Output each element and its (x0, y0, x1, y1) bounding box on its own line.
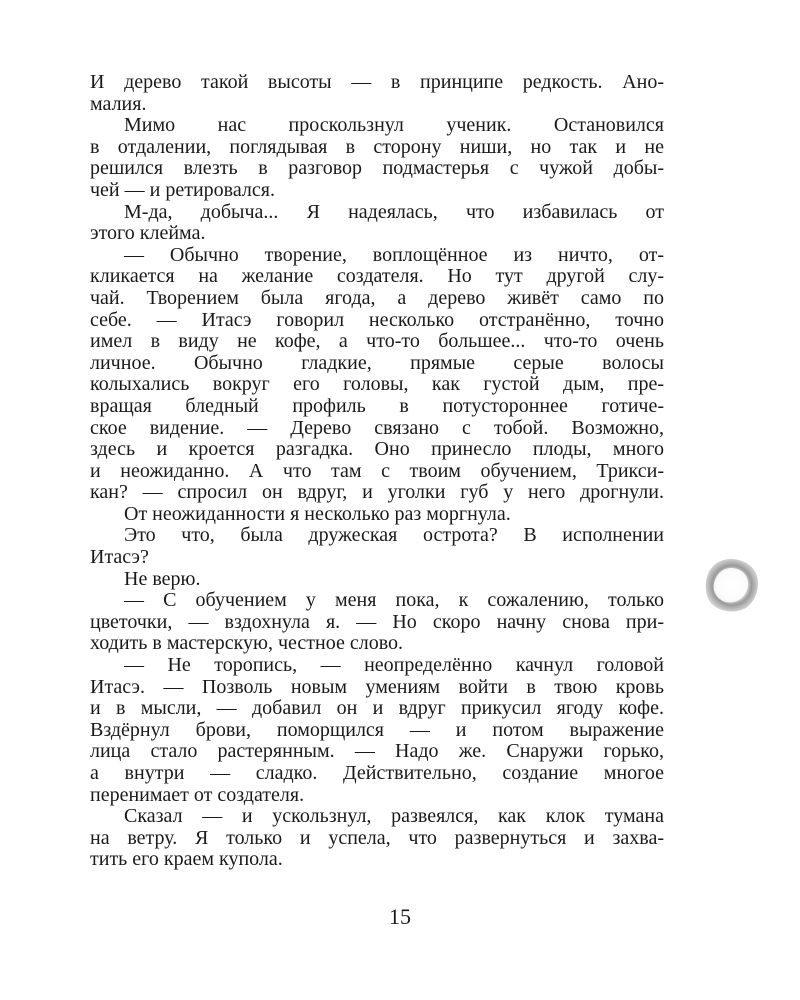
text-line: малия. (90, 93, 147, 115)
text-line: в отдалении, поглядывая в сторону ниши, но так и не (90, 136, 664, 158)
text-line: колыхались вокруг его головы, как густой дым, пре- (90, 374, 664, 396)
text-line: Не верю. (124, 568, 201, 590)
text-line: — Не торопись, — неопределённо качнул головой (124, 655, 664, 677)
text-line: Вздёрнул брови, поморщился — и потом выражение (90, 719, 664, 741)
text-line: здесь и кроется разгадка. Оно принесло плоды, много (90, 439, 664, 461)
text-line: кан? — спросил он вдруг, и уголки губ у него дрогнули. (90, 482, 664, 504)
text-line: чай. Творением была ягода, а дерево живёт само по (90, 287, 664, 309)
text-line: лица стало растерянным. — Надо же. Снаружи горько, (90, 741, 664, 763)
text-line: Сказал — и ускользнул, развеялся, как клок тумана (124, 806, 664, 828)
text-line: Итасэ. — Позволь новым умениям войти в твою кровь (90, 676, 664, 698)
text-line: цветочки, — вздохнула я. — Но скоро начну снова при- (90, 611, 664, 633)
text-line: и в мысли, — добавил он и вдруг прикусил ягоду кофе. (90, 698, 664, 720)
text-line: ское видение. — Дерево связано с тобой. Возможно, (90, 417, 664, 439)
text-line: а внутри — сладко. Действительно, создание многое (90, 763, 664, 784)
text-line: — Обычно творение, воплощённое из ничто, от- (124, 244, 664, 266)
text-line: имел в виду не кофе, а что-то большее... что-то очень (90, 331, 664, 353)
text-line: тить его краем купола. (90, 849, 283, 871)
text-line: на ветру. Я только и успела, что развернуться и захва- (90, 827, 664, 849)
text-line: чей — и ретировался. (90, 179, 275, 201)
text-line: решился влезть в разговор подмастерья с чужой добы- (90, 158, 664, 180)
text-line: Это что, была дружеская острота? В исполнении (124, 525, 664, 547)
text-line: Итасэ? (90, 547, 149, 569)
page-body (90, 72, 664, 871)
text-line: личное. Обычно гладкие, прямые серые волосы (90, 352, 664, 374)
text-line: кликается на желание создателя. Но тут другой слу- (90, 266, 664, 288)
text-line: От неожиданности я несколько раз моргнула. (124, 503, 511, 525)
text-line: себе. — Итасэ говорил несколько отстранённо, точно (90, 309, 664, 331)
page-number: 15 (389, 904, 411, 929)
ink-stain-mark (702, 556, 760, 614)
text-line: — С обучением у меня пока, к сожалению, только (124, 590, 664, 612)
text-line: М-да, добыча... Я надеялась, что избавилась от (124, 201, 664, 223)
text-line: и неожиданно. А что там с твоим обучением, Трикси- (90, 460, 664, 482)
text-line: И дерево такой высоты — в принципе редкость. Ано- (90, 72, 664, 93)
text-line: вращая бледный профиль в потустороннее готиче- (90, 395, 664, 417)
text-line: этого клейма. (90, 223, 206, 245)
text-line: ходить в мастерскую, честное слово. (90, 633, 404, 655)
text-line: перенимает от создателя. (90, 784, 305, 806)
text-line: Мимо нас проскользнул ученик. Остановился (124, 115, 664, 137)
